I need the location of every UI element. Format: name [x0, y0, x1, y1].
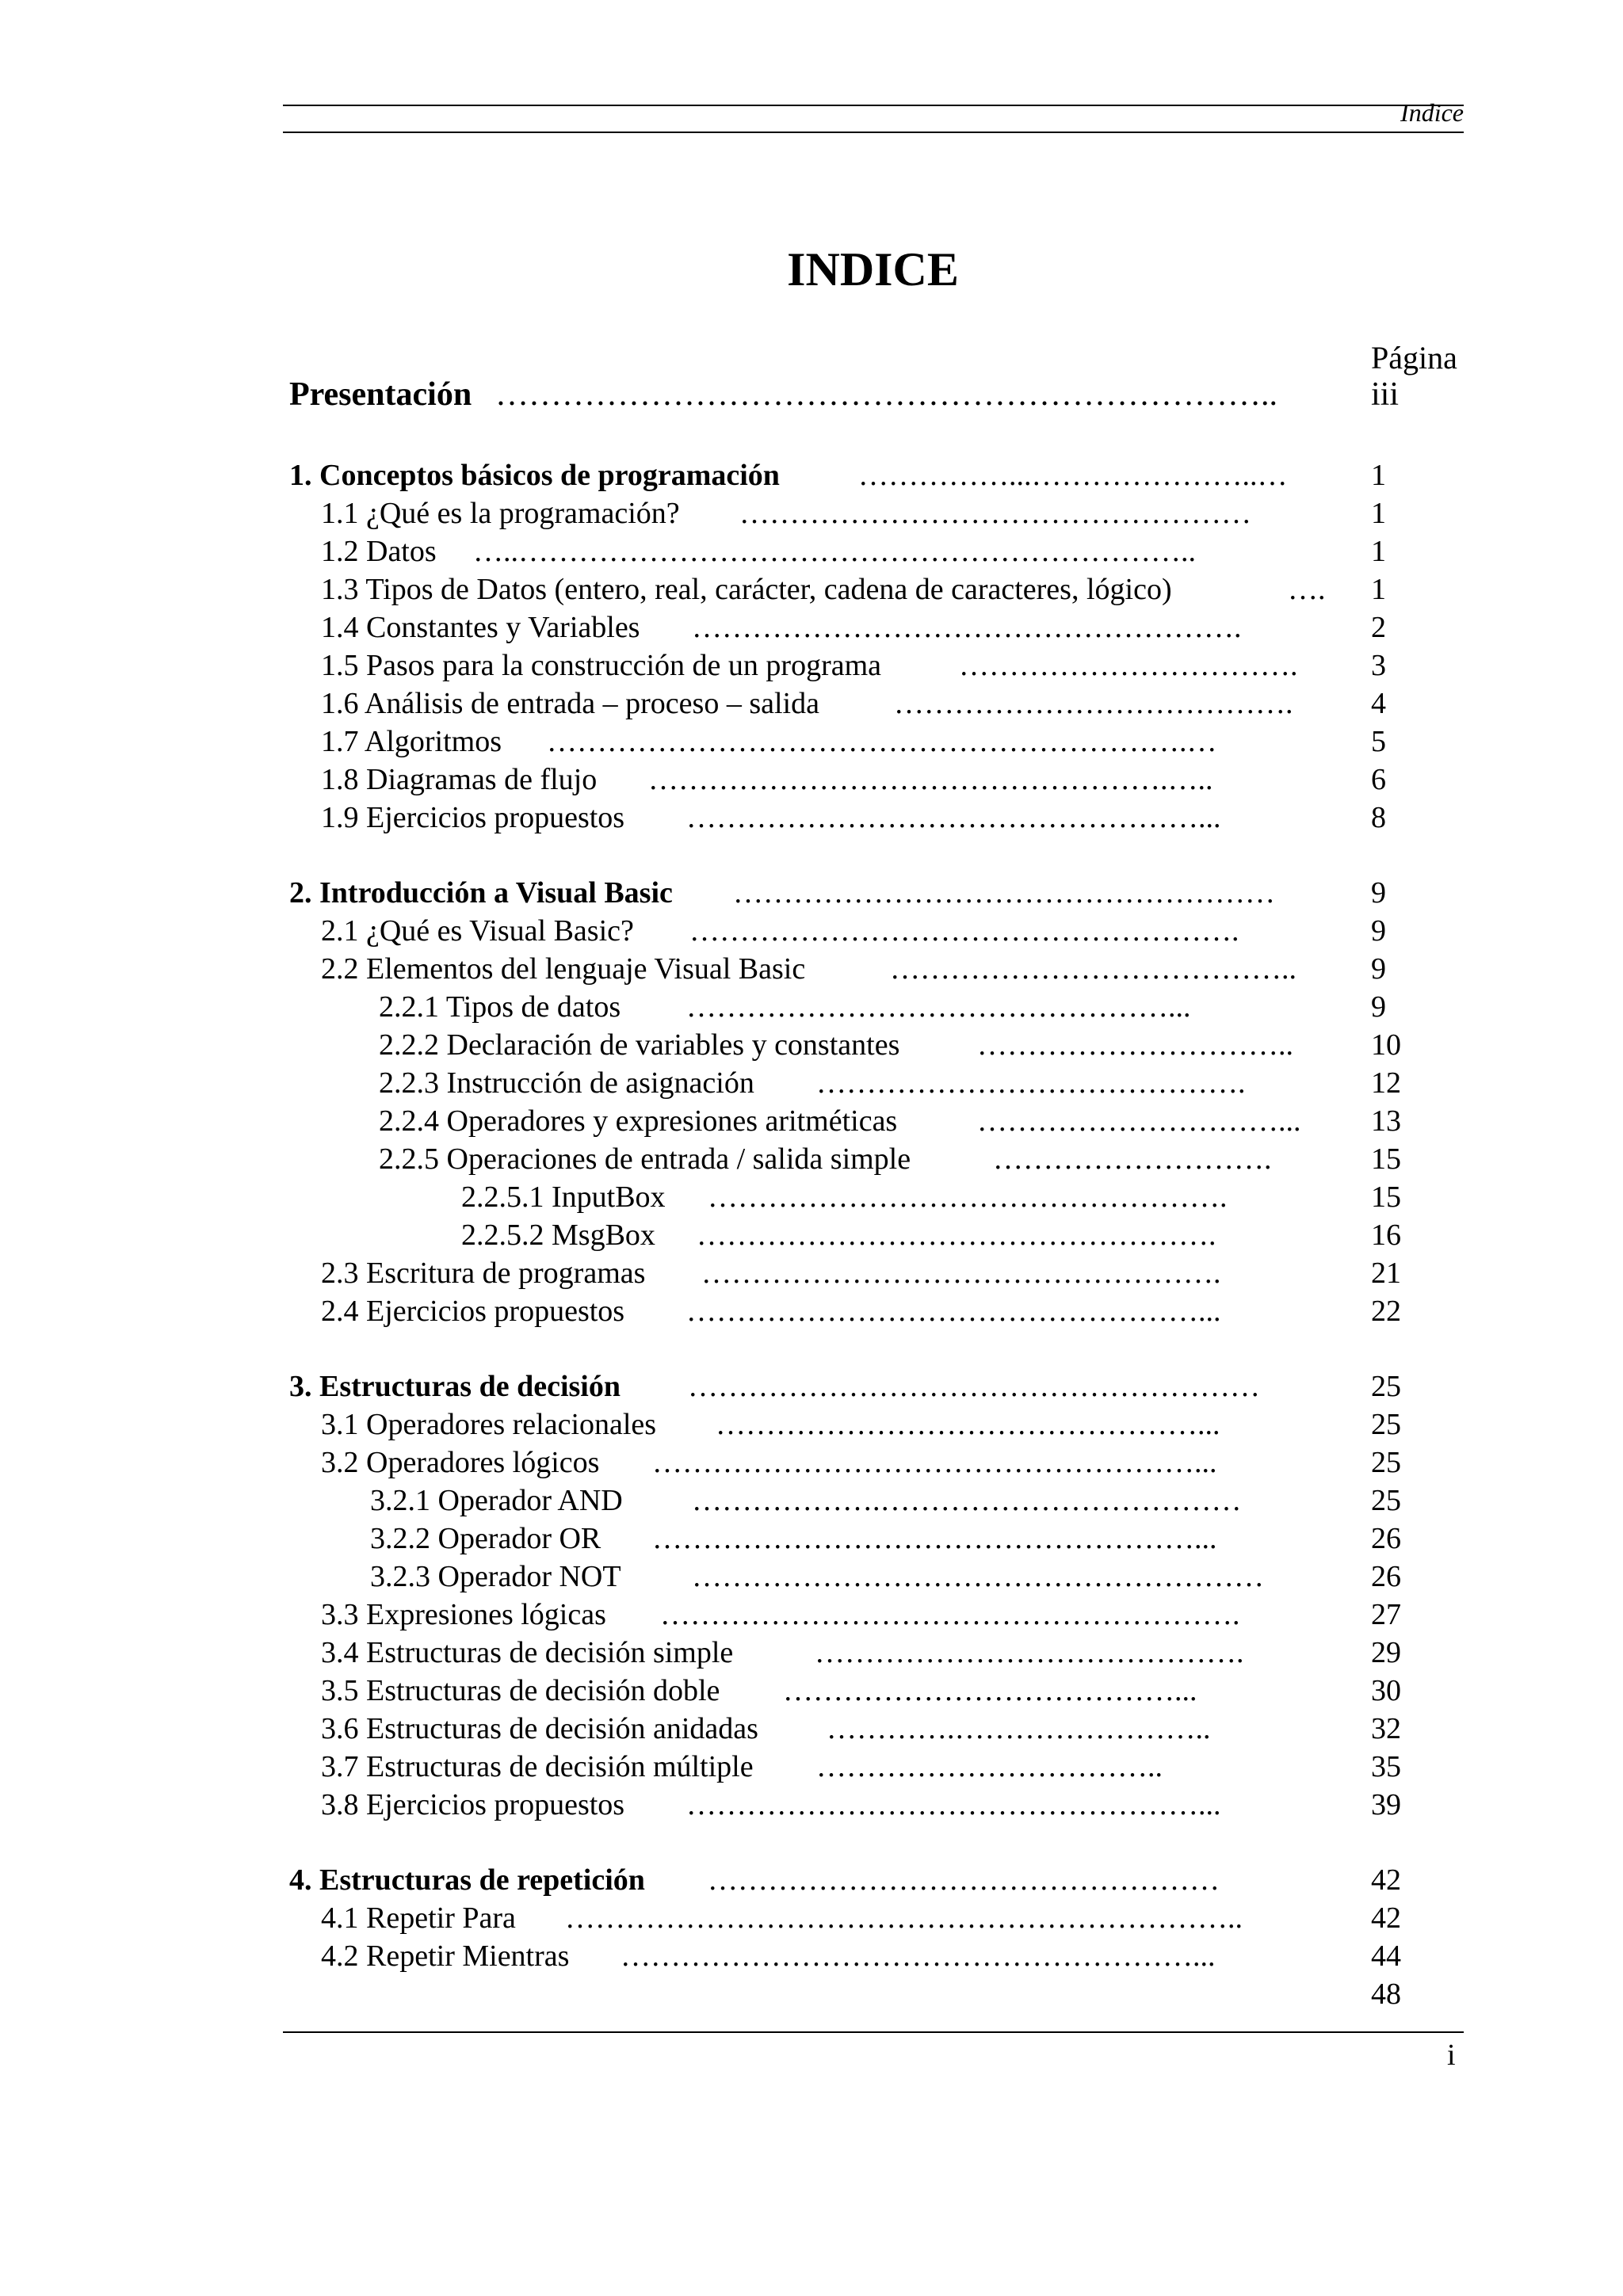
toc-entry-label: 2.2.2 Declaración de variables y constantes	[379, 1028, 900, 1062]
toc-leader-dots: …..…………………………………………………………..	[473, 535, 1196, 568]
toc-entry[interactable]	[0, 950, 1623, 988]
toc-entry[interactable]	[0, 1064, 1623, 1102]
toc-leader-dots: ………………………………….	[894, 687, 1293, 720]
toc-page-number: 22	[1371, 1295, 1401, 1328]
toc-entry[interactable]	[0, 646, 1623, 685]
toc-entry-label: Presentación	[289, 376, 472, 413]
toc-entry-label: 1.1 ¿Qué es la programación?	[321, 497, 680, 530]
toc-entry[interactable]	[0, 1216, 1623, 1254]
toc-page-number: 9	[1371, 952, 1386, 986]
page-title: INDICE	[787, 243, 959, 296]
toc-entry-label: 3.7 Estructuras de decisión múltiple	[321, 1750, 754, 1783]
toc-entry-label: 1.4 Constantes y Variables	[321, 611, 640, 644]
toc-leader-dots: …………………………………………….…..	[648, 763, 1213, 796]
toc-page-number: 25	[1371, 1408, 1401, 1441]
toc-page-number: 32	[1371, 1712, 1401, 1745]
toc-entry-label: 1. Conceptos básicos de programación	[289, 459, 780, 492]
toc-entry[interactable]	[0, 1710, 1623, 1748]
toc-leader-dots: ……………………………………………...	[686, 801, 1221, 834]
toc-entry-label: 1.7 Algoritmos	[321, 725, 502, 758]
toc-entry-chapter-3[interactable]	[0, 1367, 1623, 1405]
toc-leader-dots: ……………………………………………...	[686, 1788, 1221, 1821]
toc-page-number: 25	[1371, 1446, 1401, 1479]
toc-entry-label: 2.2.5.1 InputBox	[461, 1180, 666, 1214]
toc-page-number: 9	[1371, 876, 1386, 910]
toc-page-number: 26	[1371, 1522, 1401, 1555]
toc-page-number: 21	[1371, 1257, 1401, 1290]
toc-entry[interactable]	[0, 1482, 1623, 1520]
toc-leader-dots: …………………………………...	[783, 1674, 1197, 1707]
toc-leader-dots: ……………………….	[993, 1142, 1272, 1176]
toc-page-number: 6	[1371, 763, 1386, 796]
footer-rule	[283, 2031, 1464, 2033]
toc-leader-dots: …………………………………………………………..	[565, 1901, 1243, 1935]
toc-page-number: 29	[1371, 1636, 1401, 1669]
toc-entry[interactable]	[0, 1596, 1623, 1634]
toc-leader-dots: ……………………………………………...	[686, 1295, 1221, 1328]
toc-page-number: 30	[1371, 1674, 1401, 1707]
toc-page-number: 35	[1371, 1750, 1401, 1783]
toc-leader-dots: …………………………………………...	[716, 1408, 1220, 1441]
toc-entry-label: 1.9 Ejercicios propuestos	[321, 801, 625, 834]
toc-entry[interactable]	[0, 1140, 1623, 1178]
toc-leader-dots: …………………………………………….	[708, 1180, 1228, 1214]
toc-entry-label: 1.5 Pasos para la construcción de un programa	[321, 649, 882, 682]
toc-entry-label: 3.3 Expresiones lógicas	[321, 1598, 606, 1631]
toc-entry-label: 2.2.3 Instrucción de asignación	[379, 1066, 754, 1100]
toc-entry-label: 2.2.5 Operaciones de entrada / salida simple	[379, 1142, 911, 1176]
toc-page-number: 25	[1371, 1370, 1401, 1403]
toc-page-number: 15	[1371, 1142, 1401, 1176]
toc-leader-dots: ……………………………………………….	[692, 611, 1242, 644]
toc-page-number: 5	[1371, 725, 1386, 758]
toc-page-number: 8	[1371, 801, 1386, 834]
toc-entry[interactable]	[0, 912, 1623, 950]
toc-leader-dots: ………………………………………………...	[652, 1446, 1217, 1479]
toc-entry-label: 3.2.1 Operador AND	[370, 1484, 623, 1517]
toc-page-number: 1	[1371, 535, 1386, 568]
toc-leader-dots: ………….……………………..	[827, 1712, 1211, 1745]
toc-page-number: 15	[1371, 1180, 1401, 1214]
toc-page-number: 25	[1371, 1484, 1401, 1517]
toc-entry-chapter-4[interactable]	[0, 1861, 1623, 1899]
toc-entry[interactable]	[0, 1026, 1623, 1064]
toc-entry-chapter-1[interactable]	[0, 456, 1623, 494]
toc-entry-label: 3.2.3 Operador NOT	[370, 1560, 621, 1593]
toc-leader-dots: ……………………………………………………………..	[495, 376, 1277, 413]
toc-entry-label: 3.5 Estructuras de decisión doble	[321, 1674, 720, 1707]
toc-leader-dots: …………………………………………….	[697, 1219, 1216, 1252]
toc-entry[interactable]	[0, 532, 1623, 570]
toc-entry-label: 3.1 Operadores relacionales	[321, 1408, 657, 1441]
toc-leader-dots: …………………………………………………...	[621, 1939, 1216, 1973]
toc-page-number: iii	[1371, 376, 1400, 413]
toc-entry-label: 2.2.5.2 MsgBox	[461, 1219, 655, 1252]
toc-page-number: 12	[1371, 1066, 1401, 1100]
toc-entry[interactable]	[0, 1899, 1623, 1937]
toc-leader-dots: …………………………………………….	[701, 1257, 1221, 1290]
toc-leader-dots: ……………………………………………………….…	[547, 725, 1217, 758]
toc-page-number: 16	[1371, 1219, 1401, 1252]
toc-leader-dots: ………………………………………………….	[660, 1598, 1240, 1631]
toc-page-number: 1	[1371, 573, 1386, 606]
toc-entry[interactable]	[0, 1178, 1623, 1216]
toc-leader-dots: ………………………………………………	[733, 876, 1275, 910]
toc-entry[interactable]	[0, 988, 1623, 1026]
toc-entry-label: 4.2 Repetir Mientras	[321, 1939, 570, 1973]
toc-entry[interactable]	[0, 608, 1623, 646]
toc-entry-label: 2.4 Ejercicios propuestos	[321, 1295, 625, 1328]
toc-entry-presentacion[interactable]	[0, 376, 1623, 414]
toc-entry[interactable]	[0, 1748, 1623, 1786]
toc-entry[interactable]	[0, 1634, 1623, 1672]
toc-page-number: 3	[1371, 649, 1386, 682]
toc-entry[interactable]	[0, 1254, 1623, 1292]
toc-leader-dots: ……………………………………………	[708, 1863, 1220, 1897]
toc-leader-dots: ……………………………………………….	[689, 914, 1239, 948]
toc-leader-dots: ….	[1288, 573, 1326, 606]
toc-page-number: 4	[1371, 687, 1386, 720]
toc-entry[interactable]	[0, 1672, 1623, 1710]
toc-entry[interactable]	[0, 1937, 1623, 1975]
toc-page-number: 9	[1371, 914, 1386, 948]
toc-entry-label: 2.1 ¿Qué es Visual Basic?	[321, 914, 634, 948]
toc-entry[interactable]	[0, 494, 1623, 532]
toc-entry[interactable]	[0, 570, 1623, 608]
running-header: Indice	[1400, 98, 1464, 127]
toc-entry[interactable]	[0, 1975, 1623, 2013]
toc-page-number: 48	[1371, 1978, 1401, 2011]
toc-entry-label: 2. Introducción a Visual Basic	[289, 876, 673, 910]
toc-page-number: 1	[1371, 459, 1386, 492]
toc-entry-label: 3.8 Ejercicios propuestos	[321, 1788, 625, 1821]
toc-leader-dots: …………………………………….	[816, 1066, 1246, 1100]
toc-leader-dots: ……………….………………………………	[692, 1484, 1242, 1517]
toc-entry-label: 3.4 Estructuras de decisión simple	[321, 1636, 734, 1669]
toc-leader-dots: ……………………………………………	[739, 497, 1251, 530]
toc-entry[interactable]	[0, 1102, 1623, 1140]
toc-leader-dots: …………………………….	[959, 649, 1298, 682]
toc-entry-label: 3. Estructuras de decisión	[289, 1370, 621, 1403]
toc-page-number: 26	[1371, 1560, 1401, 1593]
footer-page-number: i	[1447, 2039, 1456, 2072]
toc-entry[interactable]	[0, 685, 1623, 723]
page-column-label: Página	[1371, 340, 1457, 376]
toc-page-number: 44	[1371, 1939, 1401, 1973]
toc-entry-label: 2.2.4 Operadores y expresiones aritméticas	[379, 1104, 898, 1138]
toc-entry-label: 2.3 Escritura de programas	[321, 1257, 646, 1290]
toc-entry-chapter-2[interactable]	[0, 874, 1623, 912]
toc-entry-label: 3.2 Operadores lógicos	[321, 1446, 600, 1479]
toc-entry[interactable]	[0, 1405, 1623, 1444]
toc-leader-dots: ……………...…………………..…	[858, 459, 1288, 492]
toc-leader-dots: …………………………………………………	[692, 1560, 1264, 1593]
toc-entry[interactable]	[0, 1444, 1623, 1482]
toc-page-number: 9	[1371, 990, 1386, 1024]
toc-entry[interactable]	[0, 761, 1623, 799]
toc-leader-dots: …………………………………..	[890, 952, 1296, 986]
toc-entry-label: 1.3 Tipos de Datos (entero, real, carácter, cadena de caracteres, lógico)	[321, 573, 1172, 606]
toc-entry-label: 2.2.1 Tipos de datos	[379, 990, 621, 1024]
toc-leader-dots: …………………………………….	[815, 1636, 1244, 1669]
toc-page-number: 27	[1371, 1598, 1401, 1631]
toc-page-number: 39	[1371, 1788, 1401, 1821]
toc-entry[interactable]	[0, 799, 1623, 837]
toc-entry[interactable]	[0, 1520, 1623, 1558]
toc-leader-dots: …………………………...	[977, 1104, 1301, 1138]
toc-leader-dots: ………………………………………………...	[652, 1522, 1217, 1555]
toc-entry-label: 1.2 Datos	[321, 535, 437, 568]
toc-page-number: 42	[1371, 1901, 1401, 1935]
toc-entry[interactable]	[0, 723, 1623, 761]
toc-leader-dots: …………………………………………………	[688, 1370, 1260, 1403]
toc-page-number: 42	[1371, 1863, 1401, 1897]
toc-entry-label: 4. Estructuras de repetición	[289, 1863, 645, 1897]
toc-entry-label: 4.1 Repetir Para	[321, 1901, 516, 1935]
toc-entry-label: 2.2 Elementos del lenguaje Visual Basic	[321, 952, 806, 986]
toc-entry-label: 1.8 Diagramas de flujo	[321, 763, 598, 796]
toc-entry-label: 1.6 Análisis de entrada – proceso – salida	[321, 687, 819, 720]
toc-leader-dots: ……………………………..	[816, 1750, 1163, 1783]
toc-page-number: 13	[1371, 1104, 1401, 1138]
toc-page-number: 1	[1371, 497, 1386, 530]
toc-leader-dots: …………………………………………...	[686, 990, 1191, 1024]
toc-entry-label: 3.6 Estructuras de decisión anidadas	[321, 1712, 758, 1745]
toc-page-number: 10	[1371, 1028, 1401, 1062]
toc-entry[interactable]	[0, 1558, 1623, 1596]
toc-leader-dots: …………………………..	[977, 1028, 1293, 1062]
toc-entry[interactable]	[0, 1786, 1623, 1824]
toc-entry[interactable]	[0, 1292, 1623, 1330]
toc-page-number: 2	[1371, 611, 1386, 644]
toc-entry-label: 3.2.2 Operador OR	[370, 1522, 601, 1555]
